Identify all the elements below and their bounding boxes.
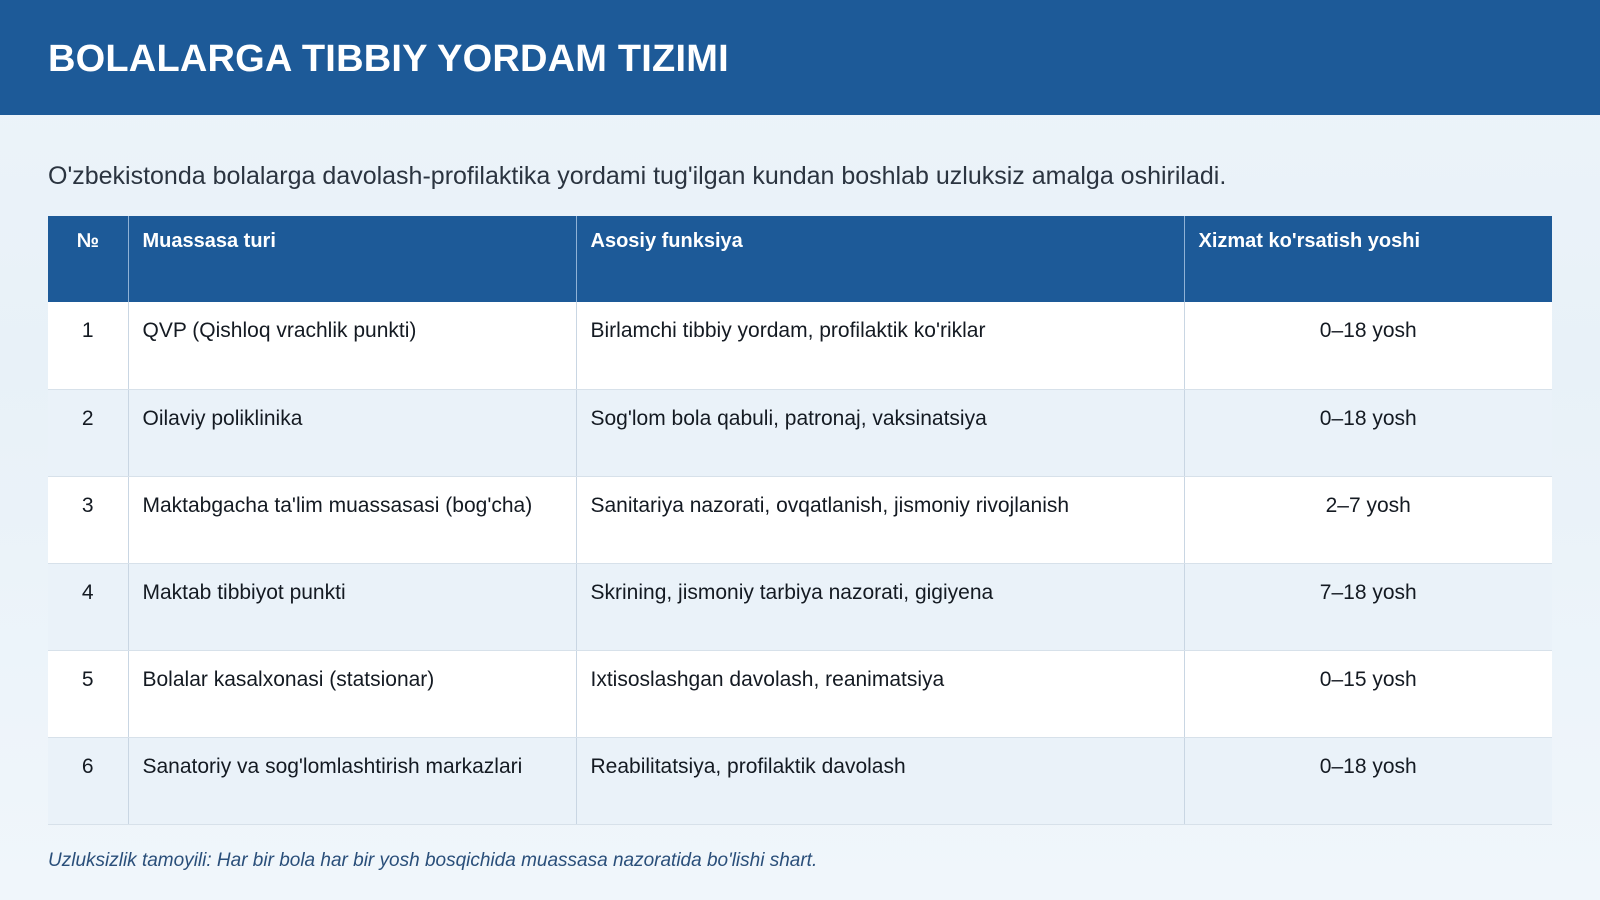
table-row: [48, 650, 1552, 737]
institution-type: Oilaviy poliklinika: [128, 389, 576, 476]
main-function: Skrining, jismoniy tarbiya nazorati, gigiyena: [576, 563, 1184, 650]
institution-type: Maktab tibbiyot punkti: [128, 563, 576, 650]
row-number: 2: [48, 389, 128, 476]
institutions-table: [48, 216, 1552, 825]
table-row: [48, 389, 1552, 476]
main-function: Birlamchi tibbiy yordam, profilaktik ko'riklar: [576, 302, 1184, 389]
row-number: 3: [48, 476, 128, 563]
main-function: Sanitariya nazorati, ovqatlanish, jismoniy rivojlanish: [576, 476, 1184, 563]
service-age: 0–15 yosh: [1184, 650, 1552, 737]
institution-type: Sanatoriy va sog'lomlashtirish markazlari: [128, 737, 576, 824]
service-age: 0–18 yosh: [1184, 302, 1552, 389]
title-banner: [0, 0, 1600, 115]
main-function: Reabilitatsiya, profilaktik davolash: [576, 737, 1184, 824]
table-row: [48, 563, 1552, 650]
column-header-age: Xizmat ko'rsatish yoshi: [1184, 216, 1552, 302]
service-age: 7–18 yosh: [1184, 563, 1552, 650]
service-age: 2–7 yosh: [1184, 476, 1552, 563]
table-row: [48, 737, 1552, 824]
institution-type: QVP (Qishloq vrachlik punkti): [128, 302, 576, 389]
page-title: BOLALARGA TIBBIY YORDAM TIZIMI: [48, 38, 729, 80]
table-row: [48, 476, 1552, 563]
main-function: Ixtisoslashgan davolash, reanimatsiya: [576, 650, 1184, 737]
main-function: Sog'lom bola qabuli, patronaj, vaksinatsiya: [576, 389, 1184, 476]
row-number: 5: [48, 650, 128, 737]
row-number: 4: [48, 563, 128, 650]
intro-text: O'zbekistonda bolalarga davolash-profilaktika yordami tug'ilgan kundan boshlab uzluksiz amalga oshiriladi.: [48, 162, 1227, 190]
table-row: [48, 302, 1552, 389]
column-header-type: Muassasa turi: [128, 216, 576, 302]
institution-type: Maktabgacha ta'lim muassasasi (bog'cha): [128, 476, 576, 563]
institution-type: Bolalar kasalxonasi (statsionar): [128, 650, 576, 737]
column-header-number: №: [48, 216, 128, 302]
footnote: Uzluksizlik tamoyili: Har bir bola har bir yosh bosqichida muassasa nazoratida bo'lishi shart.: [48, 850, 818, 871]
service-age: 0–18 yosh: [1184, 389, 1552, 476]
row-number: 1: [48, 302, 128, 389]
table-header-row: [48, 216, 1552, 302]
column-header-function: Asosiy funksiya: [576, 216, 1184, 302]
row-number: 6: [48, 737, 128, 824]
service-age: 0–18 yosh: [1184, 737, 1552, 824]
